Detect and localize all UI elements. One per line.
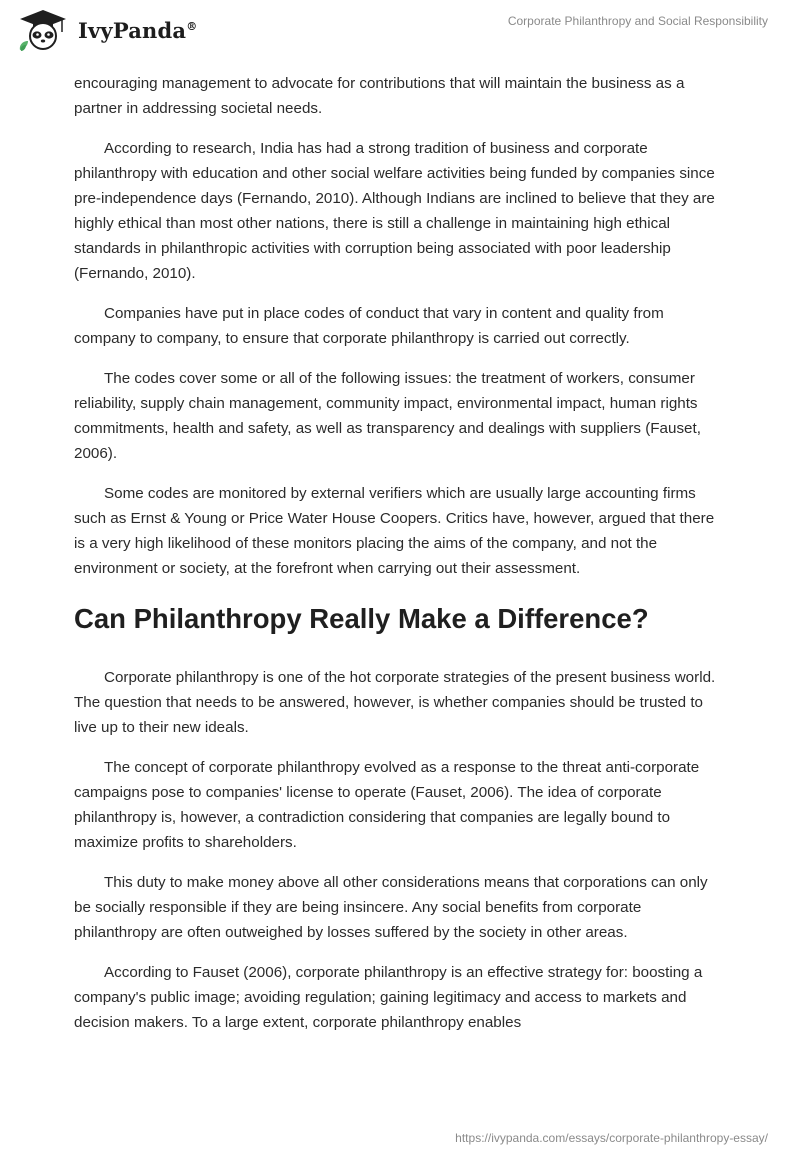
paragraph: The concept of corporate philanthropy evolved as a response to the threat anti-corporate campaigns pose to companies' license to operate (Fauset, 2006). The idea of corporate philanthropy is, however, a contradiction considering that companies are legally bound to maximize profits to shareholders. [74, 759, 700, 851]
paragraph: This duty to make money above all other considerations means that corporations can only be socially responsible if they are being insincere. Any social benefits from corporate philanthropy are often outweighed by losses suffered by the society in other areas. [74, 874, 708, 941]
paragraph: The codes cover some or all of the following issues: the treatment of workers, consumer reliability, supply chain management, community impact, environmental impact, human rights commitments, health and safety, as well as transparency and dealings with suppliers (Fauset, 2006). [74, 370, 701, 462]
paragraph: Companies have put in place codes of conduct that vary in content and quality from company to company, to ensure that corporate philanthropy is carried out correctly. [74, 305, 664, 347]
paragraph: According to Fauset (2006), corporate philanthropy is an effective strategy for: boosting a company's public image; avoiding regulation; gaining legitimacy and access to markets and decision makers. To a large extent, corporate philanthropy enables [74, 964, 703, 1031]
brand-logo[interactable] [14, 8, 197, 52]
source-url[interactable]: https://ivypanda.com/essays/corporate-philanthropy-essay/ [455, 1131, 768, 1145]
document-title: Corporate Philanthropy and Social Responsibility [507, 14, 768, 28]
section-heading: Can Philanthropy Really Make a Difference? [74, 603, 649, 634]
paragraph: According to research, India has had a strong tradition of business and corporate philanthropy with education and other social welfare activities being funded by companies since pre-independence days (Fernando, 2010). Although Indians are inclined to believe that they are highly ethical than most other nations, there is still a challenge in maintaining high ethical standards in philanthropic activities with corruption being associated with poor leadership (Fernando, 2010). [74, 140, 715, 282]
brand-name: IvyPanda® [78, 17, 198, 43]
paragraph: encouraging management to advocate for contributions that will maintain the business as a partner in addressing societal needs. [74, 75, 685, 117]
paragraph: Corporate philanthropy is one of the hot corporate strategies of the present business world. The question that needs to be answered, however, is whether companies should be trusted to live up to their new ideals. [74, 669, 716, 736]
panda-logo-icon [14, 8, 72, 52]
essay-body [74, 71, 724, 1050]
page-header [0, 0, 800, 70]
paragraph: Some codes are monitored by external verifiers which are usually large accounting firms such as Ernst & Young or Price Water House Coopers. Critics have, however, argued that there is a very high likelihood of these monitors placing the aims of the company, and not the environment or society, at the forefront when carrying out their assessment. [74, 485, 715, 577]
